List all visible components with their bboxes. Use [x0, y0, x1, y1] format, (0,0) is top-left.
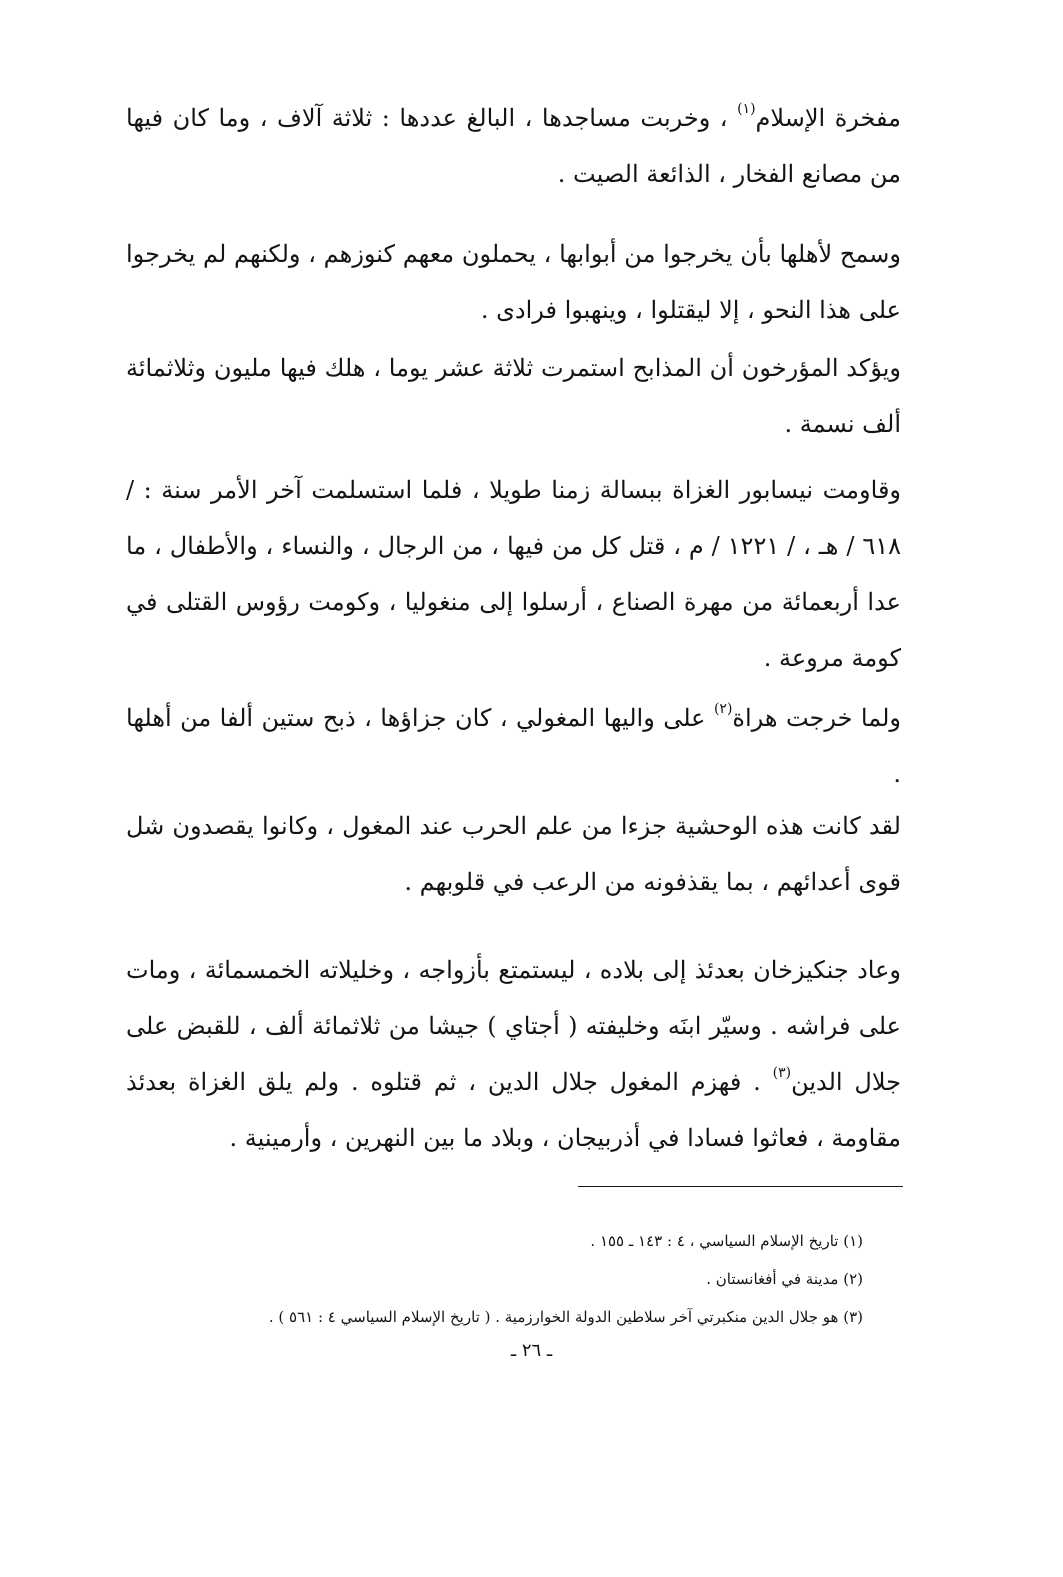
paragraph-5 — [126, 690, 901, 802]
footnote-2: (٢) مدينة في أفغانستان . — [706, 1270, 863, 1288]
footnotes-list — [163, 1222, 863, 1336]
paragraph-1 — [126, 90, 901, 202]
page-number: ـ ٢٦ ـ — [510, 1340, 553, 1361]
paragraph-3: ويؤكد المؤرخون أن المذابح استمرت ثلاثة عشر يوما ، هلك فيها مليون وثلاثمائة ألف نسمة . — [126, 354, 901, 438]
paragraph-7-text-start: وعاد جنكيزخان بعدئذ إلى بلاده ، ليستمتع بأزواجه ، وخليلاته الخمسمائة ، ومات على فراشه . وسيّر ابنَه وخليفته ( أجتاي ) جيشا من ثلاثمائة ألف ، للقبض على جلال الدين — [126, 956, 901, 1096]
footnote-3: (٣) هو جلال الدين منكبرتي آخر سلاطين الدولة الخوارزمية . ( تاريخ الإسلام السياسي ٤ : ٥٦١ ) . — [268, 1308, 863, 1326]
footnote-1: (١) تاريخ الإسلام السياسي ، ٤ : ١٤٣ ـ ١٥٥ . — [590, 1232, 863, 1250]
paragraph-1-text-start: مفخرة الإسلام — [755, 104, 901, 132]
paragraph-2: وسمح لأهلها بأن يخرجوا من أبوابها ، يحملون معهم كنوزهم ، ولكنهم لم يخرجوا على هذا النحو ، إلا ليقتلوا ، وينهبوا فرادى . — [126, 240, 901, 324]
paragraph-6: لقد كانت هذه الوحشية جزءا من علم الحرب عند المغول ، وكانوا يقصدون شل قوى أعدائهم ، بما يقذفونه من الرعب في قلوبهم . — [126, 812, 901, 896]
paragraph-1-text-end: ، وخربت مساجدها ، البالغ عددها : ثلاثة آلاف ، وما كان فيها من مصانع الفخار ، الذائعة الصيت . — [126, 104, 901, 188]
footnote-marker-3: (٣) — [772, 1065, 792, 1081]
footnote-marker-1: (١) — [737, 101, 756, 117]
paragraph-7-text-end: . فهزم المغول جلال الدين ، ثم قتلوه . ولم يلق الغزاة بعدئذ مقاومة ، فعاثوا فسادا في أذربيجان ، وبلاد ما بين النهرين ، وأرمينية . — [126, 1068, 901, 1152]
footnote-separator — [578, 1186, 903, 1187]
paragraph-7 — [126, 942, 901, 1166]
footnote-marker-2: (٢) — [713, 701, 733, 717]
paragraph-5-text-start: ولما خرجت هراة — [732, 704, 901, 732]
paragraph-5-text-end: على واليها المغولي ، كان جزاؤها ، ذبح ستين ألفا من أهلها . — [126, 704, 901, 788]
paragraph-4: وقاومت نيسابور الغزاة ببسالة زمنا طويلا ، فلما استسلمت آخر الأمر سنة : / ٦١٨ / هـ ، / ١٢٢١ / م ، قتل كل من فيها ، من الرجال ، والنساء ، والأطفال ، ما عدا أربعمائة من مهرة الصناع ، أرسلوا إلى منغوليا ، وكومت رؤوس القتلى في كومة مروعة . — [126, 476, 901, 672]
